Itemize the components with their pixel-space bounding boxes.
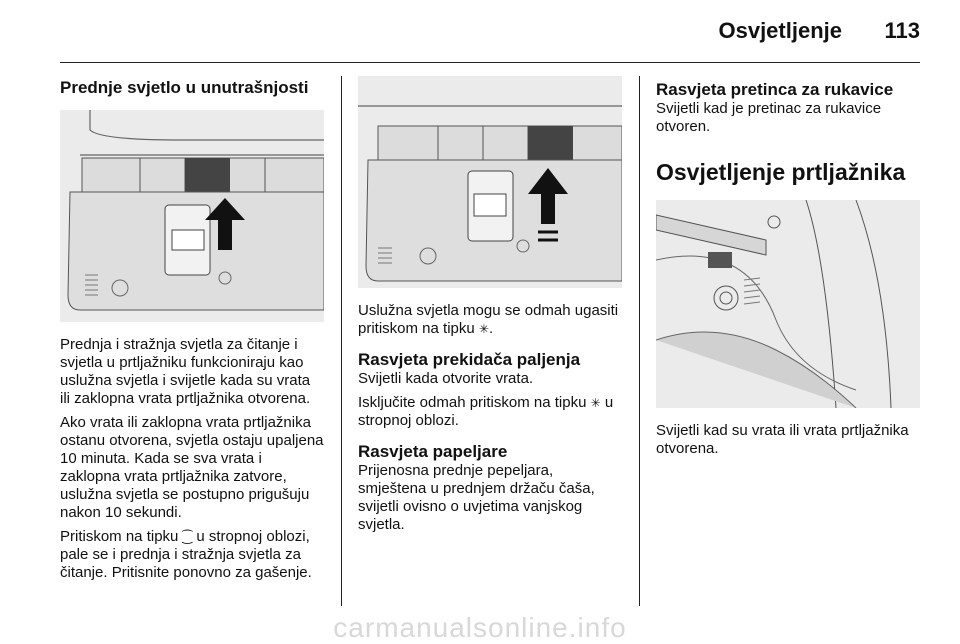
section-heading-ashtray-light: Rasvjeta papeljare — [358, 442, 508, 461]
page-number: 113 — [884, 18, 920, 43]
paragraph: Svijetli kad je pretinac za rukavice otvoren. — [656, 100, 882, 135]
interior-light-illustration — [60, 110, 324, 322]
header-rule — [60, 62, 920, 63]
section-heading-ignition-switch-light: Rasvjeta prekidača paljenja — [358, 350, 581, 369]
section-heading-trunk-light: Osvjetljenje prtljažnika — [656, 159, 906, 185]
paragraph: Svijetli kada otvorite vrata. — [358, 370, 534, 387]
paragraph: Uslužna svjetla mogu se odmah ugasiti pritiskom na tipku ✳. — [358, 302, 619, 337]
paragraph: Prijenosna prednje pepeljara, smještena u prednjem držaču čaša, svijetli ovisno o uvjetima vanjskog svjetla. — [358, 462, 595, 533]
page-header — [60, 0, 920, 64]
column-divider — [639, 76, 640, 606]
reading-light-symbol-icon: ⁐ — [182, 530, 193, 544]
paragraph: Prednja i stražnja svjetla za čitanje i svjetla u prtljažniku funkcioniraju kao uslužna svjetla i svijetle kada su vrata ili zaklopna vrata prtljažnika otvorena. — [60, 336, 311, 407]
column-1 — [60, 76, 324, 582]
column-2 — [358, 76, 622, 534]
paragraph: Isključite odmah pritiskom na tipku ✳ u stropnoj oblozi. — [358, 394, 614, 429]
courtesy-light-symbol-icon: ✳ — [478, 322, 489, 336]
trunk-light-illustration — [656, 200, 920, 408]
courtesy-light-button-illustration — [358, 76, 622, 288]
section-heading-glovebox-light: Rasvjeta pretinca za rukavice — [656, 80, 894, 99]
courtesy-light-symbol-icon: ✳ — [590, 396, 601, 410]
paragraph: Ako vrata ili zaklopna vrata prtljažnika ostanu otvorena, svjetla ostaju upaljena 10 minuta. Kada se sva vrata i zaklopna vrata prtljažnika zatvore, uslužna svjetla se postupno prigušuju nakon 10 sekundi. — [60, 414, 324, 521]
page-title: Osvjetljenje — [718, 18, 842, 43]
paragraph: Pritiskom na tipku ⁐ u stropnoj oblozi, pale se i prednja i stražnja svjetla za čitanje. Pritisnite ponovno za gašenje. — [60, 528, 312, 581]
section-heading-interior-light: Prednje svjetlo u unutrašnjosti — [60, 78, 309, 97]
watermark: carmanualsonline.info — [333, 612, 627, 643]
column-divider — [341, 76, 342, 606]
column-3 — [656, 76, 920, 458]
paragraph: Svijetli kad su vrata ili vrata prtljažnika otvorena. — [656, 422, 909, 457]
